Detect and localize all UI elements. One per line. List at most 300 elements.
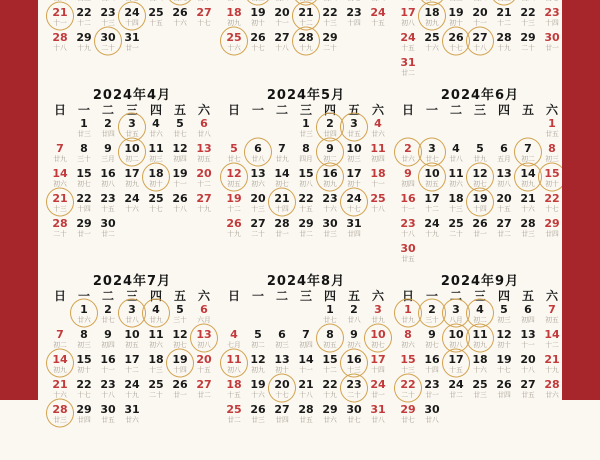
day-cell <box>168 192 192 217</box>
lunar-label: 十七 <box>275 391 289 399</box>
lunar-label: 初五 <box>197 155 211 163</box>
lunar-label: 初二 <box>125 155 139 163</box>
day-number: 26 <box>250 403 266 416</box>
day-number: 19 <box>472 192 488 205</box>
lunar-label: 十五 <box>371 19 385 27</box>
lunar-label: 十七 <box>197 19 211 27</box>
day-cell <box>318 378 342 403</box>
day-number: 12 <box>172 328 188 341</box>
month-2024年5月 <box>220 88 392 274</box>
day-number: 4 <box>152 303 160 316</box>
day-number: 28 <box>298 403 314 416</box>
weekday-label: 一 <box>251 289 264 303</box>
day-cell <box>48 303 72 328</box>
day-cell <box>516 192 540 217</box>
week-row <box>222 117 390 142</box>
day-number: 5 <box>500 303 508 316</box>
day-number: 7 <box>56 142 64 155</box>
lunar-label: 十三 <box>347 366 361 374</box>
lunar-label: 初三 <box>77 341 91 349</box>
weekday-label: 二 <box>101 289 114 303</box>
day-cell <box>168 303 192 328</box>
day-number: 6 <box>524 303 532 316</box>
day-cell <box>120 142 144 167</box>
day-cell <box>516 6 540 31</box>
day-number: 10 <box>370 328 386 341</box>
day-number: 27 <box>472 31 488 44</box>
day-cell <box>96 303 120 328</box>
day-number: 28 <box>52 217 68 230</box>
lunar-label: 廿九 <box>371 316 385 324</box>
day-number: 26 <box>472 217 488 230</box>
day-number: 31 <box>124 31 140 44</box>
day-number: 17 <box>346 167 362 180</box>
day-cell <box>342 167 366 192</box>
lunar-label: 初十 <box>251 19 265 27</box>
day-number: 12 <box>172 142 188 155</box>
lunar-label: 廿三 <box>77 130 91 138</box>
day-cell <box>516 403 540 428</box>
day-cell <box>246 117 270 142</box>
day-cell <box>192 378 216 403</box>
month-2024年4月 <box>46 88 218 274</box>
month-2024年6月 <box>394 88 566 274</box>
day-number: 27 <box>274 403 290 416</box>
day-number: 1 <box>80 303 88 316</box>
day-cell <box>168 217 192 242</box>
day-number: 21 <box>544 353 560 366</box>
day-cell <box>318 403 342 428</box>
day-number: 6 <box>200 117 208 130</box>
lunar-label: 初五 <box>545 316 559 324</box>
lunar-label <box>272 0 292 2</box>
day-cell <box>396 6 420 31</box>
lunar-label: 廿七 <box>425 155 439 163</box>
day-cell <box>72 192 96 217</box>
day-cell <box>420 167 444 192</box>
lunar-label <box>146 0 166 2</box>
day-number: 15 <box>298 167 314 180</box>
day-cell <box>144 31 168 56</box>
lunar-label: 廿九 <box>275 155 289 163</box>
lunar-label: 初六 <box>251 180 265 188</box>
lunar-label: 十一 <box>401 205 415 213</box>
day-cell <box>294 167 318 192</box>
week-row <box>222 6 390 31</box>
day-cell <box>444 6 468 31</box>
lunar-label: 廿八 <box>425 416 439 424</box>
lunar-label: 十三 <box>251 205 265 213</box>
day-cell <box>396 403 420 428</box>
day-cell <box>366 6 390 31</box>
day-cell <box>318 303 342 328</box>
lunar-label: 十六 <box>53 391 67 399</box>
day-cell <box>366 142 390 167</box>
week-row <box>48 117 216 142</box>
day-number: 16 <box>400 192 416 205</box>
day-number: 27 <box>196 378 212 391</box>
weekday-row <box>396 103 564 117</box>
day-cell <box>48 217 72 242</box>
day-number: 19 <box>172 353 188 366</box>
lunar-label: 初七 <box>425 341 439 349</box>
day-cell <box>516 353 540 378</box>
day-number: 19 <box>496 353 512 366</box>
lunar-label: 初七 <box>173 341 187 349</box>
lunar-label: 廿一 <box>77 230 91 238</box>
day-cell <box>342 117 366 142</box>
lunar-label: 廿四 <box>545 230 559 238</box>
day-cell <box>192 167 216 192</box>
day-number: 23 <box>346 378 362 391</box>
day-number: 20 <box>250 192 266 205</box>
day-cell <box>192 31 216 56</box>
day-cell <box>318 31 342 56</box>
weekday-label: 日 <box>53 289 66 303</box>
day-cell <box>270 31 294 56</box>
day-cell <box>246 217 270 242</box>
weekday-label: 二 <box>275 289 288 303</box>
week-row <box>396 403 564 428</box>
day-number: 2 <box>350 303 358 316</box>
day-number: 28 <box>520 217 536 230</box>
day-cell <box>516 242 540 267</box>
day-number: 8 <box>80 328 88 341</box>
day-cell <box>366 167 390 192</box>
week-row <box>396 31 564 56</box>
day-number: 4 <box>452 142 460 155</box>
day-cell <box>420 217 444 242</box>
day-cell <box>540 403 564 428</box>
day-cell <box>168 6 192 31</box>
lunar-label: 廿六 <box>323 416 337 424</box>
day-number: 20 <box>274 6 290 19</box>
day-number: 29 <box>76 217 92 230</box>
lunar-label <box>224 0 244 2</box>
lunar-label: 十五 <box>401 44 415 52</box>
weekday-row <box>396 289 564 303</box>
day-cell <box>540 192 564 217</box>
lunar-label: 十六 <box>227 44 241 52</box>
lunar-label: 初三 <box>149 155 163 163</box>
day-cell <box>222 142 246 167</box>
lunar-label: 十一 <box>173 180 187 188</box>
day-number: 5 <box>176 117 184 130</box>
day-number: 22 <box>322 6 338 19</box>
day-number: 23 <box>424 378 440 391</box>
week-row <box>222 192 390 217</box>
day-cell <box>444 242 468 267</box>
weekday-label: 一 <box>77 103 90 117</box>
week-row <box>48 167 216 192</box>
lunar-label: 廿五 <box>521 391 535 399</box>
lunar-label: 三十 <box>173 316 187 324</box>
day-number: 16 <box>322 167 338 180</box>
lunar-label: 廿一 <box>125 44 139 52</box>
week-row <box>48 328 216 353</box>
lunar-label <box>398 0 418 2</box>
day-cell <box>444 167 468 192</box>
day-cell <box>294 328 318 353</box>
day-cell <box>366 328 390 353</box>
day-cell <box>396 303 420 328</box>
week-row <box>222 303 390 328</box>
day-cell <box>48 353 72 378</box>
lunar-label: 初十 <box>275 366 289 374</box>
day-cell <box>246 303 270 328</box>
day-cell <box>294 403 318 428</box>
day-cell <box>468 217 492 242</box>
day-cell <box>420 403 444 428</box>
day-cell <box>120 217 144 242</box>
day-number: 16 <box>100 353 116 366</box>
day-cell <box>144 142 168 167</box>
day-cell <box>396 192 420 217</box>
day-number: 17 <box>400 6 416 19</box>
weekday-label: 一 <box>251 103 264 117</box>
day-number: 30 <box>100 31 116 44</box>
month-title: 2024年5月 <box>266 88 346 103</box>
weekday-label: 六 <box>545 289 558 303</box>
lunar-label: 廿二 <box>197 391 211 399</box>
day-cell <box>420 117 444 142</box>
day-cell <box>168 167 192 192</box>
lunar-label: 十七 <box>497 366 511 374</box>
lunar-label: 二十 <box>53 230 67 238</box>
day-number: 10 <box>424 167 440 180</box>
day-number: 27 <box>496 217 512 230</box>
weekday-label: 二 <box>275 103 288 117</box>
weekday-label: 五 <box>521 289 534 303</box>
day-cell <box>366 217 390 242</box>
lunar-label: 十二 <box>299 19 313 27</box>
lunar-label: 廿六 <box>77 316 91 324</box>
lunar-label: 廿三 <box>323 230 337 238</box>
day-number: 19 <box>250 6 266 19</box>
day-number: 24 <box>124 192 140 205</box>
day-cell <box>516 31 540 56</box>
lunar-label: 十一 <box>371 180 385 188</box>
day-number: 21 <box>520 192 536 205</box>
lunar-label: 廿一 <box>545 44 559 52</box>
day-number: 19 <box>226 192 242 205</box>
lunar-label: 初四 <box>521 316 535 324</box>
day-number: 27 <box>196 192 212 205</box>
day-cell <box>294 303 318 328</box>
day-cell <box>396 328 420 353</box>
lunar-label: 二十 <box>101 44 115 52</box>
day-cell <box>396 31 420 56</box>
day-number: 16 <box>346 353 362 366</box>
day-number: 5 <box>476 142 484 155</box>
day-number: 3 <box>128 303 136 316</box>
lunar-label: 十九 <box>125 391 139 399</box>
day-number: 22 <box>400 378 416 391</box>
lunar-label: 廿一 <box>425 391 439 399</box>
lunar-label: 十六 <box>125 205 139 213</box>
day-number: 29 <box>76 31 92 44</box>
day-number: 27 <box>274 31 290 44</box>
lunar-label: 十五 <box>101 205 115 213</box>
day-cell <box>342 6 366 31</box>
lunar-label: 初十 <box>347 180 361 188</box>
lunar-label: 十四 <box>371 366 385 374</box>
day-number: 3 <box>374 303 382 316</box>
lunar-label: 廿一 <box>371 391 385 399</box>
day-number: 10 <box>124 142 140 155</box>
lunar-label: 初十 <box>497 341 511 349</box>
day-cell <box>444 192 468 217</box>
day-cell <box>120 378 144 403</box>
day-cell <box>96 217 120 242</box>
day-number: 26 <box>172 6 188 19</box>
day-cell <box>192 117 216 142</box>
week-row <box>396 6 564 31</box>
lunar-label: 廿九 <box>149 316 163 324</box>
day-cell <box>168 328 192 353</box>
day-cell <box>48 167 72 192</box>
week-row <box>396 142 564 167</box>
weekday-label: 一 <box>425 103 438 117</box>
day-cell <box>516 56 540 81</box>
lunar-label: 初八 <box>227 366 241 374</box>
day-cell <box>396 142 420 167</box>
day-cell <box>144 303 168 328</box>
day-number: 20 <box>520 353 536 366</box>
day-number: 14 <box>520 167 536 180</box>
day-cell <box>492 242 516 267</box>
lunar-label: 廿二 <box>449 391 463 399</box>
day-number: 31 <box>400 56 416 69</box>
day-number: 2 <box>428 303 436 316</box>
day-number: 14 <box>298 353 314 366</box>
day-number: 28 <box>274 217 290 230</box>
day-cell <box>246 192 270 217</box>
lunar-label: 十二 <box>197 180 211 188</box>
lunar-label: 十八 <box>371 205 385 213</box>
day-number: 14 <box>274 167 290 180</box>
day-number: 7 <box>524 142 532 155</box>
lunar-label: 廿六 <box>401 155 415 163</box>
day-number: 26 <box>448 31 464 44</box>
lunar-label: 廿三 <box>251 416 265 424</box>
day-cell <box>516 217 540 242</box>
day-number: 25 <box>370 192 386 205</box>
day-cell <box>444 353 468 378</box>
day-cell <box>72 117 96 142</box>
day-number: 14 <box>52 167 68 180</box>
lunar-label: 廿四 <box>275 416 289 424</box>
lunar-label: 廿二 <box>227 416 241 424</box>
day-cell <box>144 117 168 142</box>
lunar-label: 廿七 <box>323 316 337 324</box>
lunar-label: 廿七 <box>227 155 241 163</box>
day-cell <box>72 353 96 378</box>
day-cell <box>444 303 468 328</box>
day-number: 8 <box>326 328 334 341</box>
day-cell <box>540 167 564 192</box>
month-2024年9月 <box>394 274 566 460</box>
weekday-label: 六 <box>371 103 384 117</box>
day-number: 20 <box>472 6 488 19</box>
day-number: 22 <box>76 6 92 19</box>
day-number: 3 <box>428 142 436 155</box>
day-number: 27 <box>520 378 536 391</box>
day-number: 11 <box>148 142 164 155</box>
weekday-row <box>48 289 216 303</box>
day-cell <box>96 192 120 217</box>
weekday-label: 六 <box>197 289 210 303</box>
day-number: 13 <box>250 167 266 180</box>
day-cell <box>318 217 342 242</box>
day-number: 23 <box>346 6 362 19</box>
lunar-label: 廿三 <box>473 391 487 399</box>
lunar-label <box>50 0 70 2</box>
lunar-label: 初八 <box>449 341 463 349</box>
lunar-label <box>518 0 538 2</box>
day-number: 11 <box>448 167 464 180</box>
week-row <box>48 403 216 428</box>
weekday-label: 五 <box>173 103 186 117</box>
day-number: 1 <box>302 117 310 130</box>
lunar-label: 二十 <box>347 391 361 399</box>
lunar-label: 七月 <box>227 341 241 349</box>
day-cell <box>420 303 444 328</box>
day-number: 20 <box>196 353 212 366</box>
day-number: 9 <box>428 328 436 341</box>
lunar-label: 初六 <box>149 341 163 349</box>
day-cell <box>222 328 246 353</box>
day-cell <box>246 31 270 56</box>
lunar-label: 十八 <box>299 391 313 399</box>
day-cell <box>222 378 246 403</box>
weekday-label: 四 <box>497 289 510 303</box>
day-number: 17 <box>448 353 464 366</box>
day-cell <box>516 167 540 192</box>
lunar-label: 十四 <box>545 19 559 27</box>
lunar-label: 初三 <box>347 155 361 163</box>
day-cell <box>270 328 294 353</box>
lunar-label: 十九 <box>227 230 241 238</box>
lunar-label <box>194 0 214 2</box>
day-cell <box>168 353 192 378</box>
lunar-label: 十五 <box>227 391 241 399</box>
lunar-label: 初三 <box>275 341 289 349</box>
day-number: 21 <box>496 6 512 19</box>
lunar-label: 十六 <box>251 391 265 399</box>
day-number: 29 <box>322 31 338 44</box>
lunar-label <box>74 0 94 2</box>
day-cell <box>246 403 270 428</box>
lunar-label: 十九 <box>497 44 511 52</box>
day-cell <box>294 142 318 167</box>
day-cell <box>222 192 246 217</box>
day-cell <box>270 217 294 242</box>
month-2024年1月 <box>46 0 218 88</box>
lunar-label: 十六 <box>473 366 487 374</box>
lunar-label <box>542 0 562 2</box>
weekday-label: 四 <box>323 289 336 303</box>
day-number: 22 <box>76 192 92 205</box>
day-number: 11 <box>370 142 386 155</box>
day-number: 30 <box>544 31 560 44</box>
weekday-label: 五 <box>347 103 360 117</box>
lunar-label: 十七 <box>347 205 361 213</box>
week-row <box>48 31 216 56</box>
weekday-label: 日 <box>227 103 240 117</box>
lunar-label: 二十 <box>251 230 265 238</box>
day-cell <box>492 192 516 217</box>
